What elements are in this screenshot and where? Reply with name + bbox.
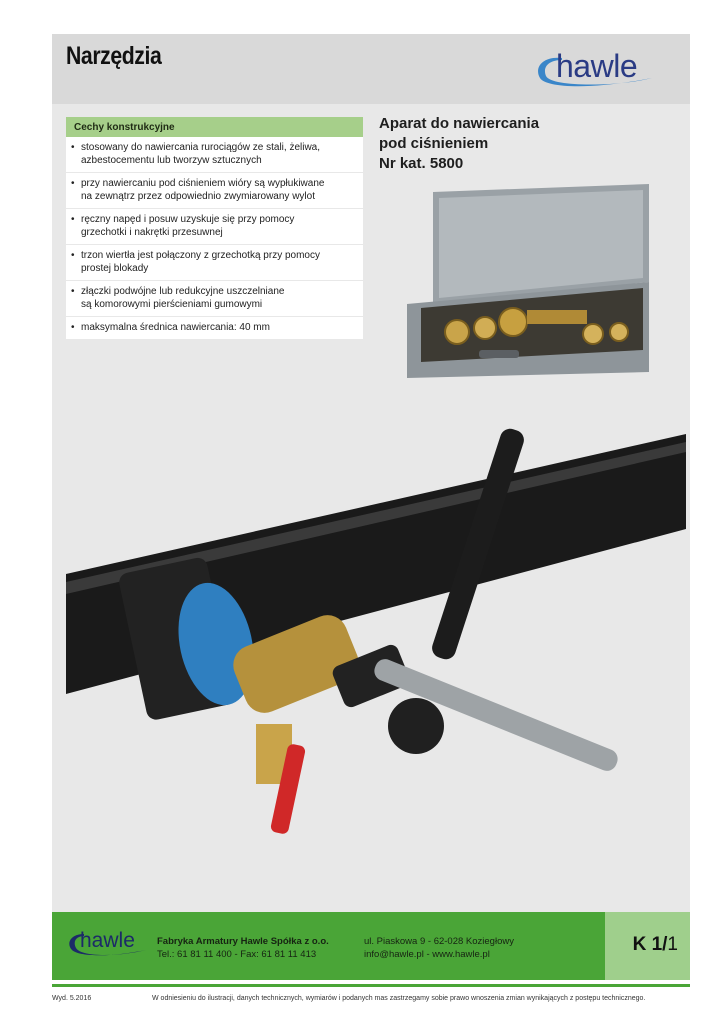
feature-text: trzon wiertła jest połączony z grzechotką przy pomocy: [81, 250, 320, 261]
footer-logo: [66, 928, 150, 960]
content-area: [52, 104, 690, 912]
feature-text: ręczny napęd i posuw uzyskuje się przy pomocy: [81, 214, 295, 225]
footer-company: [157, 935, 329, 961]
disclaimer-text: W odniesieniu do ilustracji, danych technicznych, wymiarów i podanych mas zastrzegamy sobie prawo wnoszenia zmian wynikających z postępu technicznego.: [152, 995, 646, 1002]
bullet-icon: •: [71, 178, 75, 189]
phone-fax: Tel.: 61 81 11 400 - Fax: 61 81 11 413: [157, 949, 317, 960]
feature-text: na zewnątrz przez odpowiednio zwymiarowany wylot: [81, 191, 315, 202]
feature-item: [66, 316, 363, 339]
hawle-logo: [532, 48, 672, 90]
bullet-icon: •: [71, 322, 75, 333]
feature-text: są komorowymi pierścieniami gumowymi: [81, 299, 263, 310]
feature-item: [66, 208, 363, 244]
feature-item: [66, 172, 363, 208]
contact-line: info@hawle.pl - www.hawle.pl: [364, 949, 490, 960]
page-code-main: K 1/: [632, 934, 668, 955]
page-header: [52, 34, 690, 104]
feature-text: złączki podwójne lub redukcyjne uszczelniane: [81, 286, 285, 297]
feature-item: [66, 244, 363, 280]
bullet-icon: •: [71, 214, 75, 225]
bullet-icon: •: [71, 142, 75, 153]
feature-text: grzechotki i nakrętki przesuwnej: [81, 227, 223, 238]
address-line: ul. Piaskowa 9 - 62-028 Koziegłowy: [364, 936, 514, 947]
features-list: [66, 137, 363, 339]
logo-text: hawle: [556, 48, 638, 84]
features-heading: Cechy konstrukcyjne: [66, 117, 363, 137]
page-code: [633, 934, 678, 956]
feature-text: prostej blokady: [81, 263, 149, 274]
bullet-icon: •: [71, 286, 75, 297]
feature-text: przy nawiercaniu pod ciśnieniem wióry są wypłukiwane: [81, 178, 325, 189]
footer-address: [364, 935, 514, 961]
footer-band: [52, 912, 690, 980]
bullet-icon: •: [71, 250, 75, 261]
feature-item: [66, 280, 363, 316]
page-code-number: 1: [667, 934, 678, 955]
footer-divider: [52, 984, 690, 987]
product-title: [379, 114, 639, 174]
product-catalog-number: Nr kat. 5800: [379, 155, 464, 172]
product-title-line: pod ciśnieniem: [379, 135, 489, 152]
page-title: Narzędzia: [66, 42, 162, 70]
feature-item: [66, 137, 363, 172]
page-code-box: [605, 912, 690, 980]
tool-case-photo: [387, 182, 657, 380]
feature-text: azbestocementu lub tworzyw sztucznych: [81, 155, 262, 166]
edition-label: Wyd. 5.2016: [52, 995, 92, 1002]
feature-text: maksymalna średnica nawiercania: 40 mm: [81, 322, 270, 333]
features-box: [66, 117, 363, 339]
footer-logo-text: hawle: [80, 929, 135, 952]
company-name: Fabryka Armatury Hawle Spółka z o.o.: [157, 936, 329, 947]
product-title-line: Aparat do nawiercania: [379, 115, 540, 132]
feature-text: stosowany do nawiercania rurociągów ze stali, żeliwa,: [81, 142, 321, 153]
tapping-apparatus-photo: [66, 404, 686, 849]
